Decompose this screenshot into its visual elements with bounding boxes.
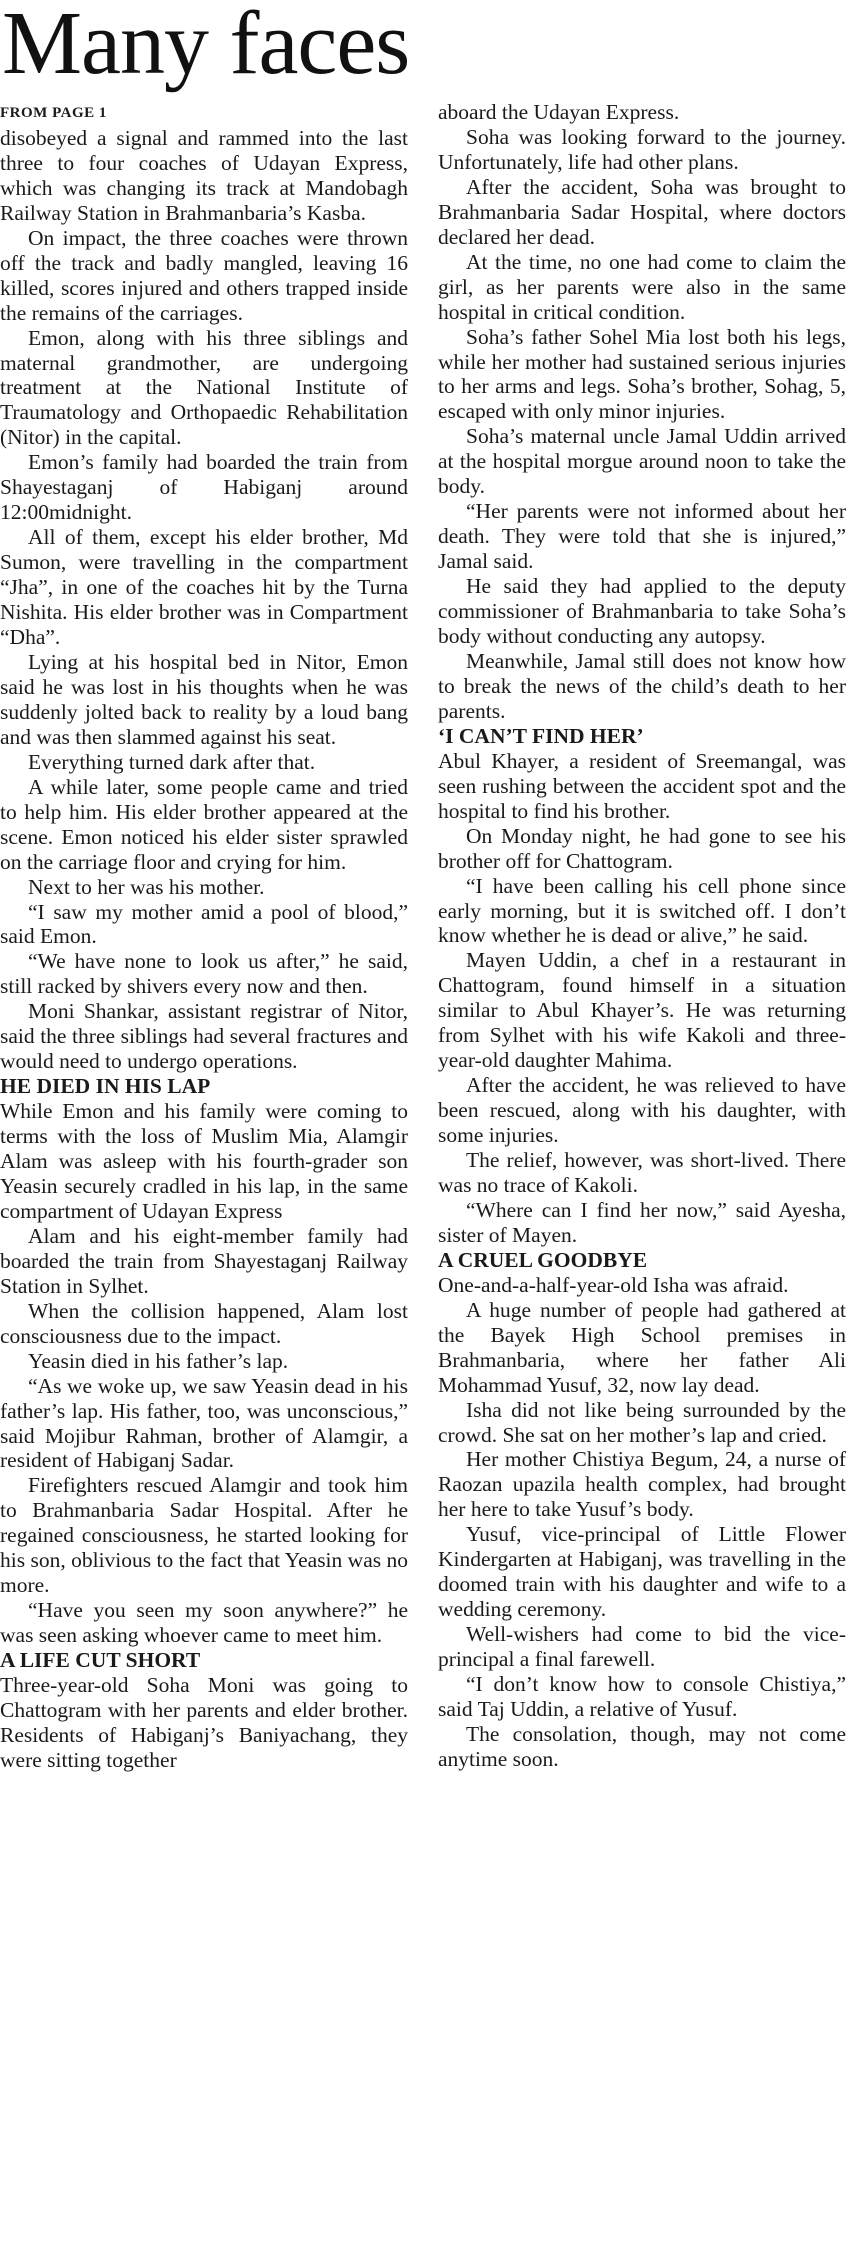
paragraph: “We have none to look us after,” he said, still racked by shivers every now and then. (0, 949, 408, 999)
paragraph: Well-wishers had come to bid the vice-principal a final farewell. (438, 1622, 846, 1672)
paragraph: Alam and his eight-member family had boarded the train from Shayestaganj Railway Station in Sylhet. (0, 1223, 408, 1298)
paragraph: Soha’s maternal uncle Jamal Uddin arrived at the hospital morgue around noon to take the body. (438, 424, 846, 499)
paragraph: A huge number of people had gathered at the Bayek High School premises in Brahmanbaria, where her father Ali Mohammad Yusuf, 32, now lay dead. (438, 1297, 846, 1397)
section-subhead: A LIFE CUT SHORT (0, 1648, 201, 1673)
paragraph: disobeyed a signal and rammed into the last three to four coaches of Udayan Express, which was changing its track at Mandobagh Railway Station in Brahmanbaria’s Kasba. (0, 125, 408, 225)
paragraph: Emon’s family had boarded the train from Shayestaganj of Habiganj around 12:00midnight. (0, 450, 408, 525)
paragraph: Mayen Uddin, a chef in a restaurant in Chattogram, found himself in a situation similar to Abul Khayer’s. He was returning from Sylhet with his wife Kakoli and three-year-old daughter Mahima. (438, 948, 846, 1073)
section-subhead: A CRUEL GOODBYE (438, 1247, 648, 1272)
paragraph: All of them, except his elder brother, Md Sumon, were travelling in the compartment “Jha”, in one of the coaches hit by the Turna Nishita. His elder brother was in Compartment “Dha”. (0, 525, 408, 650)
paragraph: Soha was looking forward to the journey. Unfortunately, life had other plans. (438, 124, 846, 174)
paragraph: One-and-a-half-year-old Isha was afraid. (438, 1272, 789, 1297)
paragraph: “Her parents were not informed about her death. They were told that she is injured,” Jamal said. (438, 499, 846, 574)
paragraph: Meanwhile, Jamal still does not know how to break the news of the child’s death to her parents. (438, 648, 846, 723)
paragraph: Yeasin died in his father’s lap. (28, 1348, 289, 1373)
paragraph: When the collision happened, Alam lost consciousness due to the impact. (0, 1298, 408, 1348)
paragraph: Moni Shankar, assistant registrar of Nitor, said the three siblings had several fractures and would need to undergo operations. (0, 999, 408, 1074)
paragraph: “I saw my mother amid a pool of blood,” said Emon. (0, 899, 408, 949)
paragraph: After the accident, he was relieved to have been rescued, along with his daughter, with some injuries. (438, 1073, 846, 1148)
article-column-right (438, 100, 846, 1772)
paragraph: “I have been calling his cell phone since early morning, but it is switched off. I don’t know whether he is dead or alive,” he said. (438, 873, 846, 948)
paragraph: “I don’t know how to console Chistiya,” said Taj Uddin, a relative of Yusuf. (438, 1672, 846, 1721)
paragraph: aboard the Udayan Express. (438, 100, 680, 124)
paragraph: Next to her was his mother. (28, 874, 265, 899)
paragraph: Isha did not like being surrounded by the crowd. She sat on her mother’s lap and cried. (438, 1397, 846, 1447)
paragraph: Three-year-old Soha Moni was going to Chattogram with her parents and elder brother. Residents of Habiganj’s Baniyachang, they were sitting together (0, 1673, 408, 1772)
article-column-left (0, 101, 408, 1773)
section-subhead: HE DIED IN HIS LAP (0, 1074, 211, 1099)
paragraph: On Monday night, he had gone to see his brother off for Chattogram. (438, 823, 846, 873)
continuation-kicker: FROM PAGE 1 (0, 105, 107, 121)
paragraph: A while later, some people came and tried to help him. His elder brother appeared at the scene. Emon noticed his elder sister sprawled on the carriage floor and crying for him. (0, 774, 408, 874)
section-subhead: ‘I CAN’T FIND HER’ (438, 723, 644, 748)
paragraph: “Have you seen my soon anywhere?” he was seen asking whoever came to meet him. (0, 1598, 408, 1648)
paragraph: The consolation, though, may not come anytime soon. (438, 1721, 846, 1771)
paragraph: After the accident, Soha was brought to Brahmanbaria Sadar Hospital, where doctors declared her dead. (438, 174, 846, 249)
paragraph: Abul Khayer, a resident of Sreemangal, was seen rushing between the accident spot and the hospital to find his brother. (438, 748, 846, 823)
paragraph: Yusuf, vice-principal of Little Flower Kindergarten at Habiganj, was travelling in the doomed train with his daughter and wife to a wedding ceremony. (438, 1522, 846, 1622)
paragraph: The relief, however, was short-lived. There was no trace of Kakoli. (438, 1148, 846, 1197)
paragraph: “As we woke up, we saw Yeasin dead in his father’s lap. His father, too, was unconscious,” said Mojibur Rahman, brother of Alamgir, a resident of Habiganj Sadar. (0, 1373, 408, 1473)
paragraph: “Where can I find her now,” said Ayesha, sister of Mayen. (438, 1197, 846, 1247)
paragraph: Her mother Chistiya Begum, 24, a nurse of Raozan upazila health complex, had brought her here to take Yusuf’s body. (438, 1447, 846, 1522)
paragraph: Emon, along with his three siblings and maternal grandmother, are undergoing treatment at the National Institute of Traumatology and Orthopaedic Rehabilitation (Nitor) in the capital. (0, 325, 408, 450)
paragraph: While Emon and his family were coming to terms with the loss of Muslim Mia, Alamgir Alam was asleep with his fourth-grader son Yeasin securely cradled in his lap, in the same compartment of Udayan Express (0, 1099, 408, 1223)
paragraph: Lying at his hospital bed in Nitor, Emon said he was lost in his thoughts when he was suddenly jolted back to reality by a loud bang and was then slammed against his seat. (0, 649, 408, 749)
paragraph: He said they had applied to the deputy commissioner of Brahmanbaria to take Soha’s body without conducting any autopsy. (438, 574, 846, 649)
headline: Many faces (2, 0, 410, 93)
paragraph: On impact, the three coaches were thrown off the track and badly mangled, leaving 16 killed, scores injured and others trapped inside the remains of the carriages. (0, 225, 408, 325)
paragraph: Firefighters rescued Alamgir and took him to Brahmanbaria Sadar Hospital. After he regained consciousness, he started looking for his son, oblivious to the fact that Yeasin was no more. (0, 1473, 408, 1598)
paragraph: Soha’s father Sohel Mia lost both his legs, while her mother had sustained serious injuries to her arms and legs. Soha’s brother, Sohag, 5, escaped with only minor injuries. (438, 324, 846, 424)
paragraph: Everything turned dark after that. (28, 749, 316, 774)
paragraph: At the time, no one had come to claim the girl, as her parents were also in the same hospital in critical condition. (438, 249, 846, 324)
